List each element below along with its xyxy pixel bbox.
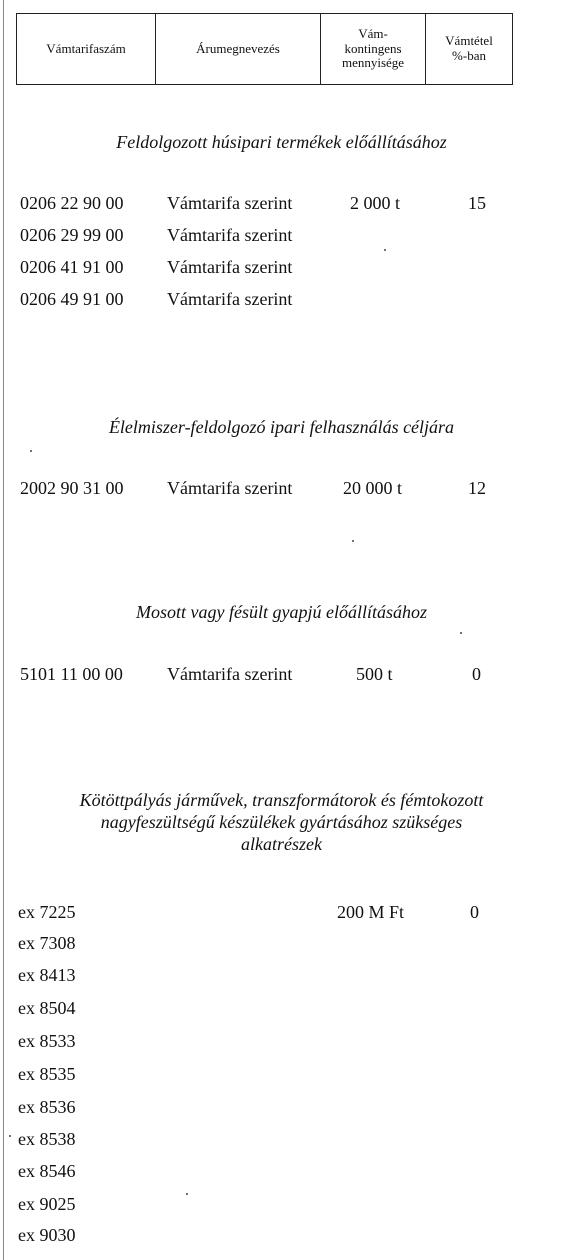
tariff-code: ex 8533 [18,1031,76,1051]
tariff-code: ex 8413 [18,965,76,985]
tariff-code: 0206 22 90 00 [20,193,124,213]
tariff-code: ex 8546 [18,1161,76,1181]
table-row [0,1191,563,1217]
table-row [0,1222,563,1248]
section-title-rail-vehicle-parts: Kötöttpályás járművek, transzformátorok és fémtokozott nagyfeszültségű készülékek gyártásához szükséges alkatrészek [79,790,484,854]
table-row [0,995,563,1021]
quota-quantity: 500 t [356,664,393,684]
tariff-code: ex 8504 [18,998,76,1018]
tariff-code: ex 7225 [18,902,76,922]
table-row [0,1126,563,1152]
scan-speck [30,450,32,452]
goods-description: Vámtarifa szerint [167,478,293,498]
tariff-code: 0206 29 99 00 [20,225,124,245]
table-row [0,1028,563,1054]
quota-quantity: 2 000 t [350,193,401,213]
goods-description: Vámtarifa szerint [167,225,293,245]
section-title-wool: Mosott vagy fésült gyapjú előállításához [136,602,427,622]
header-duty-rate: Vámtétel %-ban [426,14,513,85]
table-row [0,930,563,956]
tariff-code: ex 8538 [18,1129,76,1149]
tariff-code: ex 7308 [18,933,76,953]
goods-description: Vámtarifa szerint [167,664,293,684]
goods-description: Vámtarifa szerint [167,257,293,277]
table-row [0,190,563,216]
scan-speck [460,632,462,634]
header-quota-quantity: Vám- kontingens mennyisége [321,14,426,85]
section-title-food-processing: Élelmiszer-feldolgozó ipari felhasználás céljára [108,417,455,437]
table-row [0,1158,563,1184]
scan-speck [186,1193,188,1195]
tariff-code: ex 8535 [18,1064,76,1084]
table-row [0,661,563,687]
tariff-code: ex 9025 [18,1194,76,1214]
duty-rate: 0 [470,902,479,922]
tariff-code: ex 9030 [18,1225,76,1245]
scan-speck [9,1135,11,1137]
table-row [0,286,563,312]
tariff-code: 0206 49 91 00 [20,289,124,309]
quota-quantity: 20 000 t [343,478,403,498]
table-row [0,962,563,988]
header-goods-description: Árumegnevezés [156,14,321,85]
table-row [0,254,563,280]
section-title-meat-products: Feldolgozott húsipari termékek előállításához [116,132,447,152]
table-row [0,1094,563,1120]
tariff-code: 0206 41 91 00 [20,257,124,277]
duty-rate: 12 [468,478,486,498]
quota-quantity: 200 M Ft [337,902,405,922]
goods-description: Vámtarifa szerint [167,289,293,309]
table-row [0,222,563,248]
tariff-code: ex 8536 [18,1097,76,1117]
tariff-code: 2002 90 31 00 [20,478,124,498]
tariff-code: 5101 11 00 00 [20,664,123,684]
header-row [17,14,513,85]
scan-speck [352,540,354,542]
scan-speck [384,249,386,251]
table-row [0,1061,563,1087]
duty-rate: 0 [472,664,481,684]
column-header-table [16,13,513,85]
duty-rate: 15 [468,193,486,213]
header-tariff-number: Vámtarifaszám [17,14,156,85]
table-row [0,475,563,501]
goods-description: Vámtarifa szerint [167,193,293,213]
table-row [0,899,563,925]
